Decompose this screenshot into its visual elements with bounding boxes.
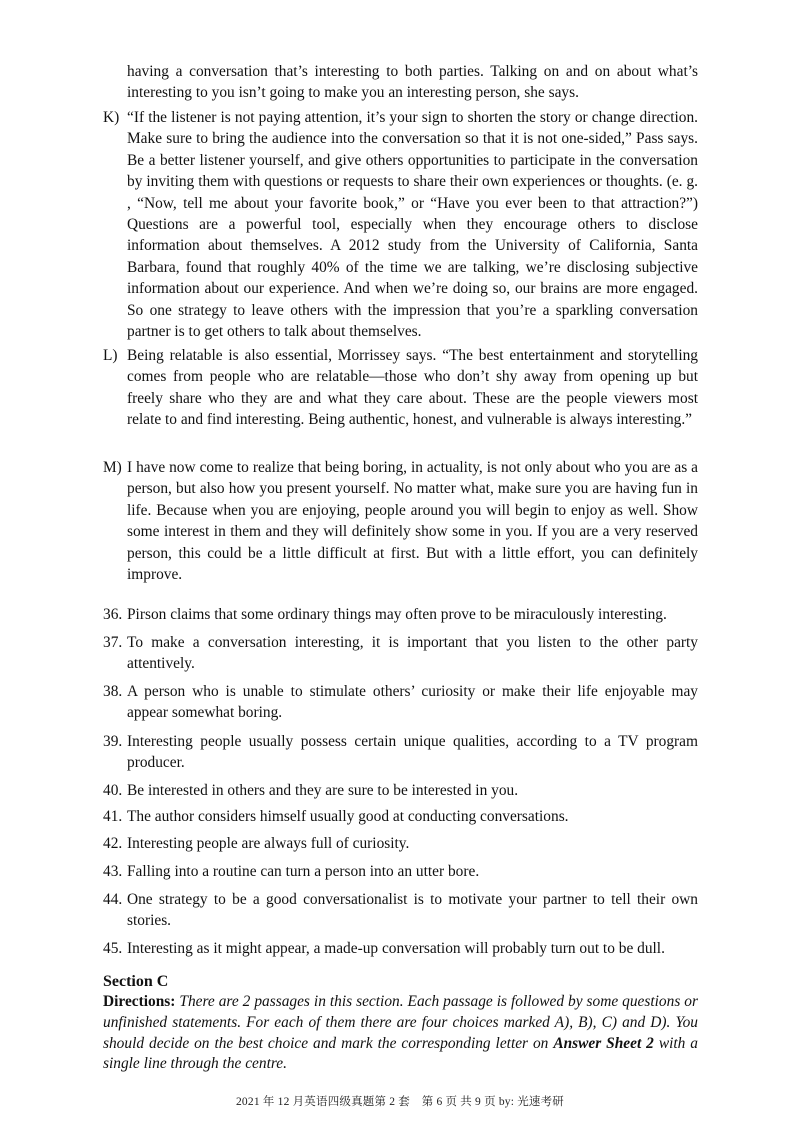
question-text: Pirson claims that some ordinary things may often prove to be miraculously interesting. xyxy=(127,606,667,623)
question-45 xyxy=(103,938,698,959)
directions-label: Directions: xyxy=(103,993,176,1010)
question-36 xyxy=(103,604,698,625)
question-text: The author considers himself usually good at conducting conversations. xyxy=(127,808,569,825)
question-number: 40. xyxy=(103,782,123,799)
answer-sheet-ref: Answer Sheet 2 xyxy=(553,1034,654,1052)
question-38 xyxy=(103,681,698,724)
question-number: 43. xyxy=(103,863,123,880)
paragraph-label: M) xyxy=(103,459,122,476)
paragraph-text: “If the listener is not paying attention, it’s your sign to shorten the story or change direction. Make sure to bring the audience into the conversation so that it is not one-sided,” Pass says. Be a better listener yourself, and give others opportunities to participate in the conversation by inviting them with questions or requests to share their own experiences or thoughts. (e. g. , “Now, tell me about your favorite book,” or “Have you ever been to that attraction?”) Questions are a powerful tool, especially when they encourage others to disclose information about themselves. A 2012 study from the University of California, Santa Barbara, found that roughly 40% of the time we are talking, we’re disclosing subjective information about our experience. And when we’re doing so, our brains are more engaged. So one strategy to leave others with the impression that you’re a sparkling conversation partner is to get others to talk about themselves. xyxy=(127,109,698,341)
question-number: 39. xyxy=(103,733,123,750)
question-text: One strategy to be a good conversationalist is to motivate your partner to tell their own stories. xyxy=(127,891,698,930)
question-text: Falling into a routine can turn a person into an utter bore. xyxy=(127,863,480,880)
question-number: 45. xyxy=(103,940,123,957)
question-43 xyxy=(103,861,698,882)
question-number: 38. xyxy=(103,683,123,700)
question-text: A person who is unable to stimulate others’ curiosity or make their life enjoyable may appear somewhat boring. xyxy=(127,683,698,722)
paragraph-text: I have now come to realize that being boring, in actuality, is not only about who you are as a person, but also how you present yourself. No matter what, make sure you are having fun in life. Because when you are enjoying, people around you will begin to enjoy as well. Show some interest in them and they will definitely show some in you. If you are a very reserved person, this could be a little difficult at first. But with a little effort, you can definitely improve. xyxy=(127,459,698,584)
page-footer: 2021 年 12 月英语四级真题第 2 套 第 6 页 共 9 页 by: 光速考研 xyxy=(235,1096,565,1108)
question-40 xyxy=(103,780,698,801)
directions-text-end: with a single line through the centre. xyxy=(103,1034,698,1073)
section-c-heading: Section C xyxy=(103,973,169,990)
question-39 xyxy=(103,731,698,774)
question-number: 37. xyxy=(103,634,123,651)
question-42 xyxy=(103,833,698,854)
question-text: Be interested in others and they are sure to be interested in you. xyxy=(127,782,519,799)
section-c-directions xyxy=(103,992,698,1075)
question-37 xyxy=(103,632,698,675)
question-text: Interesting people are always full of curiosity. xyxy=(127,835,410,852)
paragraph-label: L) xyxy=(103,347,118,364)
passage-continuation: having a conversation that’s interesting to both parties. Talking on and on about what’s interesting to you isn’t going to make you an interesting person, she says. xyxy=(127,63,698,102)
paragraph-text: Being relatable is also essential, Morrissey says. “The best entertainment and storytelling comes from people who are relatable—those who don’t shy away from opening up but freely share who they are and what they care about. These are the people viewers most relate to and find interesting. Being authentic, honest, and vulnerable is always interesting.” xyxy=(127,347,698,429)
question-text: Interesting people usually possess certain unique qualities, according to a TV program producer. xyxy=(127,733,698,772)
question-text: To make a conversation interesting, it is important that you listen to the other party attentively. xyxy=(127,634,698,673)
question-44 xyxy=(103,889,698,932)
paragraph-l xyxy=(103,345,698,431)
question-number: 41. xyxy=(103,808,123,825)
question-number: 36. xyxy=(103,606,123,623)
question-number: 42. xyxy=(103,835,123,852)
directions-text: There are 2 passages in this section. Each passage is followed by some questions or unfinished statements. For each of them there are four choices marked A), B), C) and D). You should decide on the best choice and mark the corresponding letter on xyxy=(103,993,698,1052)
question-41 xyxy=(103,806,698,827)
question-text: Interesting as it might appear, a made-up conversation will probably turn out to be dull. xyxy=(127,940,665,957)
paragraph-k xyxy=(103,107,698,342)
question-number: 44. xyxy=(103,891,123,908)
paragraph-m xyxy=(103,457,698,585)
paragraph-label: K) xyxy=(103,109,120,126)
